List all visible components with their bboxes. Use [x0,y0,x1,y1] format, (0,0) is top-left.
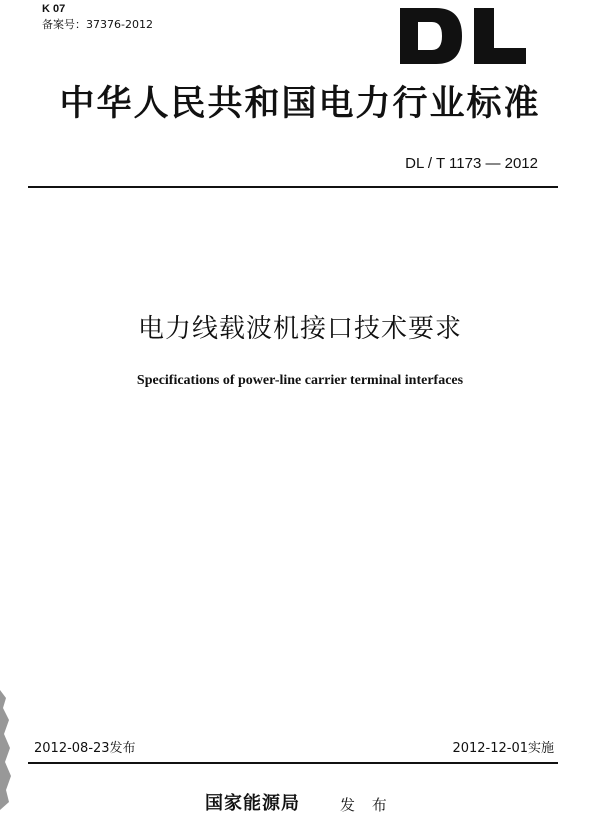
standard-category-header: 中华人民共和国电力行业标准 [59,83,541,124]
document-title-cn: 电力线载波机接口技术要求 [137,314,462,344]
standard-number: DL / T 1173 — 2012 [405,155,538,172]
scan-edge-artifact [0,690,16,810]
issue-date: 2012-08-23发布 [34,741,136,756]
footer-divider [28,762,558,764]
classification-code: K 07 [42,3,66,15]
header-divider [28,186,558,188]
document-title-en: Specifications of power-line carrier terminal interfaces [136,373,464,388]
implementation-date: 2012-12-01实施 [452,741,554,756]
publish-label: 发 布 [340,796,393,814]
dl-logo [398,6,528,66]
issuer-name: 国家能源局 [205,793,300,814]
record-number: 备案号：37376-2012 [42,18,153,31]
